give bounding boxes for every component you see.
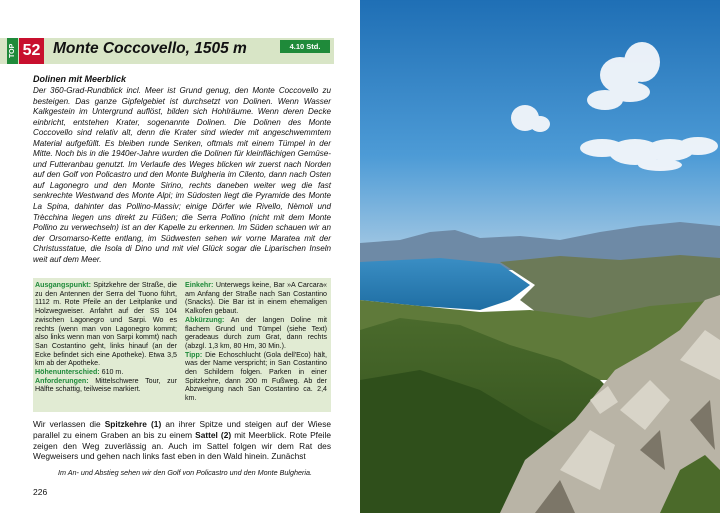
text-hoehenunterschied: 610 m. xyxy=(101,368,124,377)
tour-title: Monte Coccovello, 1505 m xyxy=(53,40,247,57)
waypoint-spitzkehre: Spitzkehre (1) xyxy=(104,419,162,429)
route-text-2: an ihrer Spitze und steigen auf der Wiese parallel zu einem Graben an bis zu einem xyxy=(33,419,332,440)
tour-number-badge: 52 xyxy=(19,38,44,64)
duration-badge: 4.10 Std. xyxy=(280,40,330,53)
text-einkehr: Unterwegs keine, Bar »A Carcara« am Anfang der Straße nach San Costantino (Snacks). Die Bar ist in einem ehemaligen Kalkofen gebaut. xyxy=(185,281,327,316)
text-anforderungen: Mittelschwere Tour, zur Hälfte schattig, teilweise markiert. xyxy=(35,376,177,394)
label-ausgangspunkt: Ausgangspunkt: xyxy=(35,281,91,289)
route-description xyxy=(33,419,331,462)
label-hoehenunterschied: Höhenunterschied: xyxy=(35,368,100,377)
intro-text: Der 360-Grad-Rundblick incl. Meer ist Grund genug, den Monte Coccovello zu besteigen. Das ganze Gipfelgebiet ist durchsetzt von Dolinen. Wenn Wasser Kalkgestein im Untergrund auflöst, bilden sich Hohlräume. Wenn deren Decke einbricht, entstehen Krater, sogenannte Dolinen. Die Dolinen des Monte Coccovello sind relativ alt, denn die Krater sind wieder mit angeschwemmtem Material aufgefüllt. Es bleiben runde Senken, oftmals mit einem Tümpel in der Mitte. Noch bis in die 1940er-Jahre wurden die Dolinen für kleinflächigen Gemüse- und Futteranbau genutzt. Im Verlaufe des Weges blicken wir zuerst nach Norden auf den Golf von Policastro und den Monte Bulgheria im Cilento, dann nach Osten auf Lagonegro und den Monte Sirino, rechts daneben weiter weg die fast senkrechte Westwand des Monte Alpi; im Südosten liegt die Pyramide des Monte La Spina, dahinter das Pollino-Massiv; einige Dörfer wie Rivello, Nèmoli und Trècchina liegen uns direkt zu Füßen; die Serra Pollino (nicht mit dem Monte Pollino zu verwechseln) ist an der Kapelle zu erkennen. Im Süden schauen wir an der Orsomarso-Kette entlang, im Südwesten sehen wir vorne Maratea mit der Christusstatue, die Isola di Dino und mit viel Glück sogar die Liparischen Inseln weit auf dem Meer. xyxy=(33,86,331,264)
label-abkuerzung: Abkürzung: xyxy=(185,315,225,324)
text-tipp: Die Echoschlucht (Gola dell'Eco) hält, was der Name verspricht; in San Costantino den Schildern folgen. Parken in einer Spitzkehre, dann 200 m Fußweg. Ab der Abzweigung nach San Costantino ca. 2,4 km. xyxy=(185,350,327,403)
section-subtitle: Dolinen mit Meerblick xyxy=(33,74,127,84)
landscape-photo xyxy=(360,0,720,513)
page-number: 226 xyxy=(33,487,48,497)
label-tipp: Tipp: xyxy=(185,350,203,359)
photo-caption: Im An- und Abstieg sehen wir den Golf von Policastro und den Monte Bulgheria. xyxy=(58,468,312,477)
text-abkuerzung: An der langen Doline mit flachem Grund und Tümpel (siehe Text) geradeaus durch zum Grat, dann rechts (abzgl. 1,3 km, 80 Hm, 30 Min.). xyxy=(185,315,327,350)
label-einkehr: Einkehr: xyxy=(185,281,214,289)
label-anforderungen: Anforderungen: xyxy=(35,376,89,385)
route-text-1: Wir verlassen die xyxy=(33,419,105,429)
info-box xyxy=(33,278,331,412)
top-tour-tab: TOP xyxy=(7,38,18,64)
route-text-3: mit Meerblick. Rote Pfeile zeigen den Weg zuverlässig an. Auch im Sattel folgen wir dem Rat des Wegweisers und gehen nach links fast eben in den Wald hinein. Zunächst xyxy=(33,429,331,462)
info-column-right xyxy=(185,281,327,403)
info-column-left xyxy=(35,281,177,394)
waypoint-sattel: Sattel (2) xyxy=(195,429,232,440)
text-ausgangspunkt: Spitzkehre der Straße, die zu den Antennen der Serra del Tuono führt, 1112 m. Rote Pfeile an der Leitplanke und Holzwegweiser. Anfahrt auf der SS 104 zwischen Lagonegro und Sarpi. Wo es rechts (wenn man von Lagonegro kommt; also links wenn man von Sarpi kommt) nach San Costantino geht, links hinauf (an der Ecke befindet sich eine Apotheke). Etwa 3,5 km ab der Apotheke. xyxy=(35,281,177,368)
